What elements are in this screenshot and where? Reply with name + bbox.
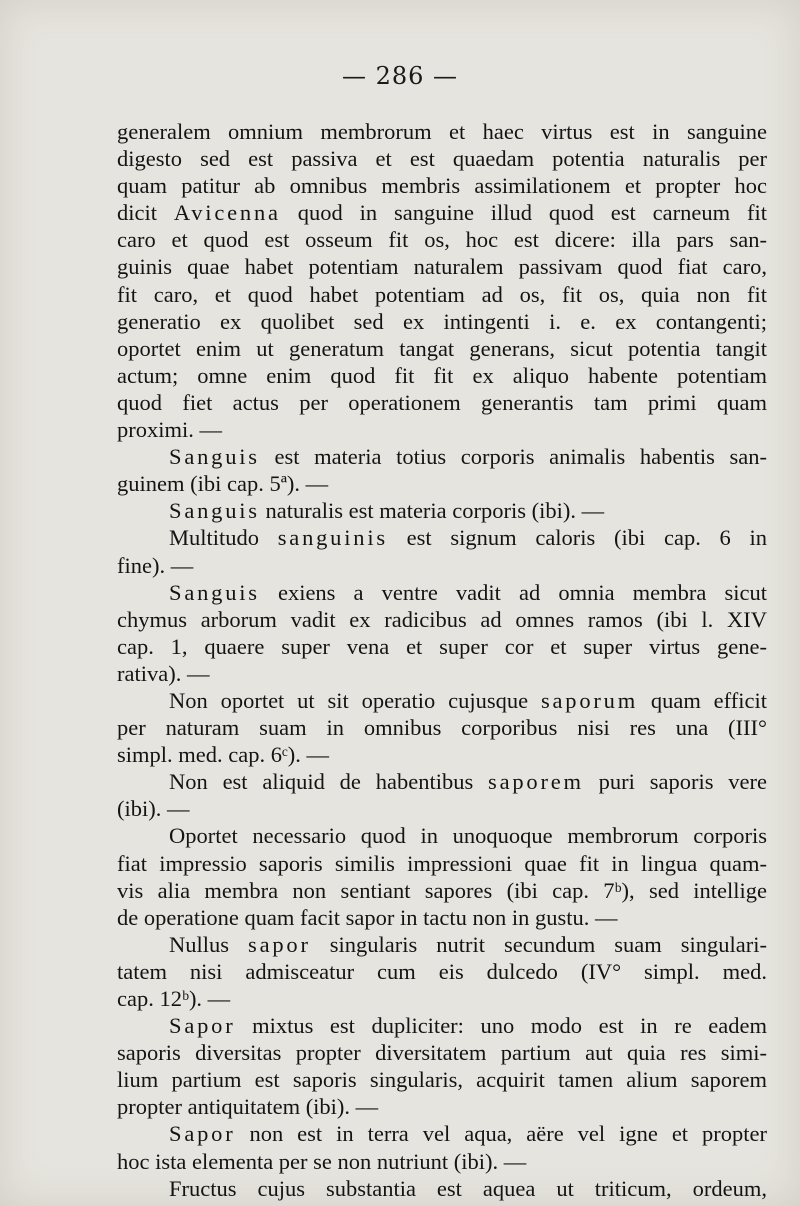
spaced-keyword: Sapor xyxy=(169,1013,236,1039)
spaced-keyword: sanguinis xyxy=(277,525,388,551)
text-run: singularis nutrit secundum suam singulari- xyxy=(310,931,767,957)
text-line: Fructus cujus substantia est aquea ut triticum, ordeum, xyxy=(169,1175,767,1201)
text-line: de operatione quam facit sapor in tactu non in gustu. — xyxy=(117,904,618,930)
spaced-keyword: Sapor xyxy=(169,1121,236,1147)
text-line: propter antiquitatem (ibi). — xyxy=(117,1094,379,1120)
text-line: cap. 1, quaere super vena et super cor et super virtus gene- xyxy=(117,633,767,659)
text-line xyxy=(117,1012,767,1039)
text-line: fit caro, et quod habet potentiam ad os, fit os, quia non fit xyxy=(117,281,767,307)
text-line xyxy=(117,524,767,551)
text-line: per naturam suam in omnibus corporibus nisi res una (III° xyxy=(117,715,767,741)
text-line: oportet enim ut generatum tangat generans, sicut potentia tangit xyxy=(117,335,767,361)
text-line: caro et quod est osseum fit os, hoc est dicere: illa pars san- xyxy=(117,227,767,253)
text-run: dicit xyxy=(117,200,174,226)
text-line xyxy=(117,687,767,714)
body-text xyxy=(117,118,767,1202)
spaced-keyword: Sanguis xyxy=(169,498,260,524)
text-line: simpl. med. cap. 6ᶜ). — xyxy=(117,742,329,768)
text-line: fiat impressio saporis similis impressioni quae fit in lingua quam- xyxy=(117,850,767,876)
text-line: quam patitur ab omnibus membris assimilationem et propter hoc xyxy=(117,173,767,199)
text-run: est signum caloris (ibi cap. 6 in xyxy=(387,525,767,551)
text-line xyxy=(117,579,767,606)
text-run: puri saporis vere xyxy=(583,769,768,795)
text-line xyxy=(117,199,767,226)
spaced-keyword: saporem xyxy=(488,769,584,795)
text-run: quod in sanguine illud quod est carneum fit xyxy=(280,200,767,226)
spaced-keyword: Sanguis xyxy=(169,579,260,605)
spaced-keyword: sapor xyxy=(248,931,311,957)
text-line xyxy=(117,768,767,795)
text-run: mixtus est dupliciter: uno modo est in re eadem xyxy=(235,1013,767,1039)
text-line: fine). — xyxy=(117,552,194,578)
spaced-keyword: Avicenna xyxy=(173,200,281,226)
text-line: proximi. — xyxy=(117,417,222,443)
text-line: generatio ex quolibet sed ex intingenti i. e. ex contangenti; xyxy=(117,308,767,334)
text-line: generalem omnium membrorum et haec virtus est in sanguine xyxy=(117,119,767,144)
text-line: guinis quae habet potentiam naturalem passivam quod fiat caro, xyxy=(117,254,767,280)
spaced-keyword: saporum xyxy=(540,687,639,713)
text-run: Nullus xyxy=(169,931,249,957)
text-run: quam efficit xyxy=(638,687,767,713)
text-line: actum; omne enim quod fit fit ex aliquo habente potentiam xyxy=(117,362,767,388)
text-line: tatem nisi admisceatur cum eis dulcedo (IV° simpl. med. xyxy=(117,958,767,984)
text-run: naturalis est materia corporis (ibi). — xyxy=(259,498,605,524)
spaced-keyword: Sanguis xyxy=(169,444,260,470)
text-line: quod fiet actus per operationem generantis tam primi quam xyxy=(117,389,767,415)
text-run: Multitudo xyxy=(169,525,278,551)
text-line xyxy=(117,497,767,524)
text-run: non est in terra vel aqua, aëre vel igne et propter xyxy=(235,1121,767,1147)
text-run: est materia totius corporis animalis habentis san- xyxy=(259,444,767,470)
text-line xyxy=(117,931,767,958)
text-line: hoc ista elementa per se non nutriunt (ibi). — xyxy=(117,1148,527,1174)
text-line: Oportet necessario quod in unoquoque membrorum corporis xyxy=(169,823,767,849)
text-line xyxy=(117,1120,767,1147)
text-line: rativa). — xyxy=(117,660,210,686)
text-line: lium partium est saporis singularis, acquirit tamen alium saporem xyxy=(117,1067,767,1093)
text-run: Non est aliquid de habentibus xyxy=(169,769,489,795)
text-line: chymus arborum vadit ex radicibus ad omnes ramos (ibi l. XIV xyxy=(117,606,767,632)
text-line: guinem (ibi cap. 5ª). — xyxy=(117,471,329,497)
text-line: vis alia membra non sentiant sapores (ibi cap. 7ᵇ), sed intellige xyxy=(117,877,767,903)
text-line xyxy=(117,443,767,470)
text-line: (ibi). — xyxy=(117,796,190,822)
text-line: cap. 12ᵇ). — xyxy=(117,986,231,1011)
text-run: Non oportet ut sit operatio cujusque xyxy=(169,687,541,713)
text-run: exiens a ventre vadit ad omnia membra sicut xyxy=(259,579,767,605)
page-number: — 286 — xyxy=(341,62,459,90)
text-line: digesto sed est passiva et est quaedam potentia naturalis per xyxy=(117,146,767,172)
text-line: saporis diversitas propter diversitatem partium aut quia res simi- xyxy=(117,1040,767,1066)
